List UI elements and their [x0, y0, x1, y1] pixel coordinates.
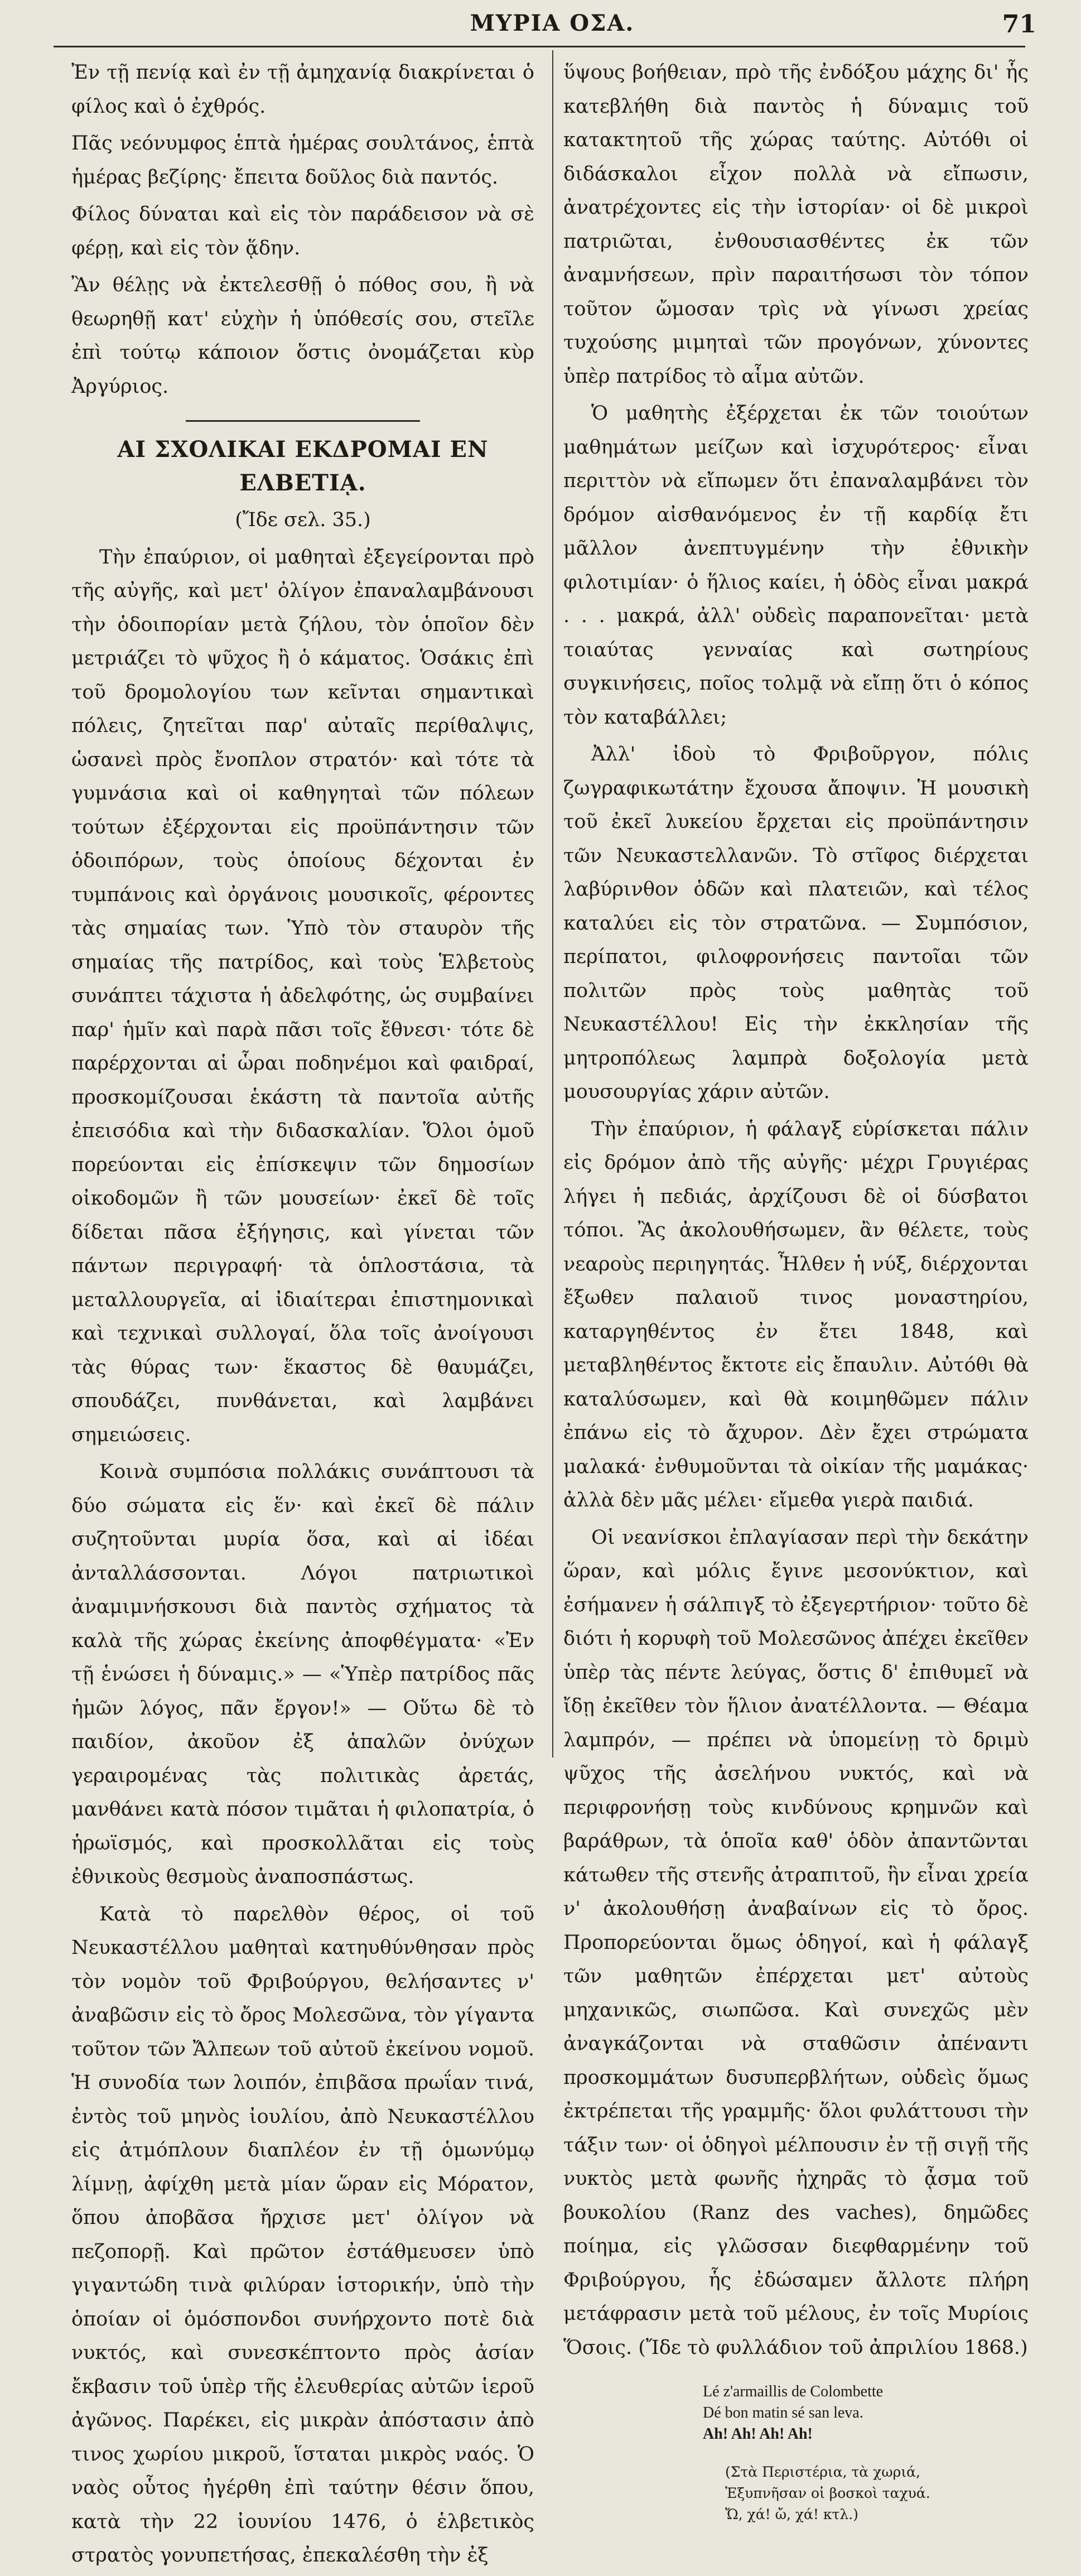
running-header-title: ΜΥΡΙΑ ΟΣΑ. — [470, 10, 635, 36]
column-divider — [552, 50, 553, 1758]
verse-greek — [725, 2462, 1029, 2525]
article-paragraph: Ὁ μαθητὴς ἐξέρχεται ἐκ τῶν τοιούτων μαθημάτων μείζων καὶ ἰσχυρότερος· εἶναι περιττὸν νὰ εἴπωμεν ὅτι ἐπαναλαμβάνει τὸν δρόμον αἰσθανόμενος ἐν τῇ καρδίᾳ ἔτι μᾶλλον ἀνεπτυγμένην τὴν ἐθνικὴν φιλοτιμίαν· ὁ ἥλιος καίει, ἡ ὁδὸς εἶναι μακρά . . . μακρά, ἀλλ' οὐδεὶς παραπονεῖται· μετὰ τοιαύτας γενναίας καὶ σωτηρίους συγκινήσεις, ποῖος τολμᾷ νὰ εἴπῃ ὅτι ὁ κόπος τὸν καταβάλλει; — [563, 402, 1029, 729]
verse-french — [703, 2381, 1029, 2445]
article-paragraph: Ἀλλ' ἰδοὺ τὸ Φριβοῦργον, πόλις ζωγραφικωτάτην ἔχουσα ἄποψιν. Ἡ μουσικὴ τοῦ ἐκεῖ λυκείου ἔρχεται εἰς προϋπάντησιν τῶν Νευκαστελλανῶν. Τὸ στῖφος διέρχεται λαβύρινθον ὁδῶν καὶ πλατειῶν, καὶ τέλος καταλύει εἰς τὸν στρατῶνα. — Συμπόσιον, περίπατοι, φιλοφρονήσεις παντοῖαι τῶν πολιτῶν πρὸς τοὺς μαθητὰς τοῦ Νευκαστέλλου! Εἰς τὴν ἐκκλησίαν τῆς μητροπόλεως λαμπρὰ δοξολογία μετὰ μουσουργίας χάριν αὐτῶν. — [563, 743, 1029, 1103]
article-paragraph: Κοινὰ συμπόσια πολλάκις συνάπτουσι τὰ δύο σώματα εἰς ἕν· καὶ ἐκεῖ δὲ πάλιν συζητοῦνται μυρία ὅσα, καὶ αἱ ἰδέαι ἀνταλλάσσονται. Λόγοι πατριωτικοὶ ἀναμιμνήσκουσι διὰ παντὸς σχήματος τὰ καλὰ τῆς χώρας ἐκείνης ἀποφθέγματα· «Ἐν τῇ ἑνώσει ἡ δύναμις.» — «Ὑπὲρ πατρίδος πᾶς ἡμῶν λόγος, πᾶν ἔργον!» — Οὕτω δὲ τὸ παιδίον, ἀκοῦον ἐξ ἁπαλῶν ὀνύχων γεραιρομένας τὰς πολιτικὰς ἀρετάς, μανθάνει κατὰ πόσον τιμᾶται ἡ φιλοπατρία, ὁ ἡρωϊσμός, καὶ προσκολλᾶται εἰς τοὺς ἐθνικοὺς θεσμοὺς ἀναποσπάστως. — [71, 1461, 534, 1888]
verse-line: Ἐξυπνῆσαν οἱ βοσκοὶ ταχυά. — [725, 2485, 930, 2501]
article-title: ΑΙ ΣΧΟΛΙΚΑΙ ΕΚΔΡΟΜΑΙ ΕΝ ΕΛΒΕΤΙᾼ. — [117, 436, 489, 496]
article-reference: (Ἴδε σελ. 35.) — [235, 509, 371, 531]
article-paragraph: Κατὰ τὸ παρελθὸν θέρος, οἱ τοῦ Νευκαστέλλου μαθηταὶ κατηυθύνθησαν πρὸς τὸν νομὸν τοῦ Φριβούργου, θελήσαντες ν' ἀναβῶσιν εἰς τὸ ὄρος Μολεσῶνα, τὸν γίγαντα τοῦτον τῶν Ἄλπεων τοῦ αὐτοῦ ἐκείνου νομοῦ. Ἡ συνοδία των λοιπόν, ἐπιβᾶσα πρωΐαν τινά, ἐντὸς τοῦ μηνὸς ἰουλίου, ἀπὸ Νευκαστέλλου εἰς ἀτμόπλουν διαπλέον ἐν τῇ ὁμωνύμῳ λίμνῃ, ἀφίχθη μετὰ μίαν ὥραν εἰς Μόρατον, ὅπου ἀποβᾶσα ἤρχισε μετ' ὀλίγον νὰ πεζοπορῇ. Καὶ πρῶτον ἐστάθμευσεν ὑπὸ γιγαντώδη τινὰ φιλύραν ἱστορικήν, ὑπὸ τὴν ὁποίαν οἱ ὁμόσπονδοι συνήρχοντο ποτὲ διὰ νυκτός, καὶ συνεσκέπτοντο πρὸς ἀσίαν ἔκβασιν τοῦ ὑπὲρ τῆς ἐλευθερίας αὐτῶν ἱεροῦ ἀγῶνος. Παρέκει, εἰς μικρὰν ἀπόστασιν ἀπὸ τινος χωρίου μικροῦ, ἵσταται μικρὸς ναός. Ὁ ναὸς οὗτος ἠγέρθη ἐπὶ ταύτην θέσιν ὅπου, κατὰ τὴν 22 ἰουνίου 1476, ὁ ἑλβετικὸς στρατὸς γονυπετήσας, ἐπεκαλέσθη τὴν ἐξ — [71, 1903, 534, 2567]
article-paragraph: Οἱ νεανίσκοι ἐπλαγίασαν περὶ τὴν δεκάτην ὥραν, καὶ μόλις ἔγινε μεσονύκτιον, καὶ ἐσήμανεν ἡ σάλπιγξ τὸ ἐξεγερτήριον· τοῦτο δὲ διότι ἡ κορυφὴ τοῦ Μολεσῶνος ἀπέχει ἐκεῖθεν ὑπὲρ τὰς πέντε λεύγας, ὅστις δ' ἐπιθυμεῖ νὰ ἴδῃ ἐκεῖθεν τὸν ἥλιον ἀνατέλλοντα. — Θέαμα λαμπρόν, — πρέπει νὰ ὑπομείνῃ τὸ δριμὺ ψῦχος τῆς ἀσελήνου νυκτός, καὶ νὰ περιφρονήσῃ τοὺς κινδύνους κρημνῶν καὶ βαράθρων, τὰ ὁποῖα καθ' ὁδὸν ἀπαντῶνται κάτωθεν τῆς στενῆς ἀτραπιτοῦ, ἣν εἶναι χρεία ν' ἀκολουθήσῃ ἀναβαίνων εἰς τὸ ὄρος. Προπορεύονται ὅμως ὁδηγοί, καὶ ἡ φάλαγξ τῶν μαθητῶν ἐπέρχεται μετ' αὐτοὺς μηχανικῶς, σιωπῶσα. Καὶ συνεχῶς μὲν ἀναγκάζονται νὰ σταθῶσιν ἀπέναντι προσκομμάτων δυσυπερβλήτων, οὐδεὶς ὅμως ἐκτρέπεται τῆς γραμμῆς· ὅλοι φυλάττουσι τὴν τάξιν των· οἱ ὁδηγοὶ μέλπουσιν ἐν τῇ σιγῇ τῆς νυκτὸς μετὰ φωνῆς ἠχηρᾶς τὸ ᾆσμα τοῦ βουκολίου (Ranz des vaches), δημῶδες ποίημα, εἰς γλῶσσαν διεφθαρμένην τοῦ Φριβούργου, ἧς ἐδώσαμεν ἄλλοτε πλήρη μετάφρασιν μετὰ τοῦ μέλους, ἐν τοῖς Μυρίοις Ὅσοις. (Ἴδε τὸ φυλλάδιον τοῦ ἀπριλίου 1868.) — [563, 1526, 1029, 2359]
page-number: 71 — [1002, 10, 1036, 38]
verse-line: Ὤ, χά! ὤ, χά! κτλ.) — [725, 2506, 858, 2522]
proverb-2: Πᾶς νεόνυμφος ἑπτὰ ἡμέρας σουλτάνος, ἑπτὰ ἡμέρας βεζίρης· ἔπειτα δοῦλος διὰ παντός. — [71, 132, 534, 189]
header-rule — [54, 46, 1025, 47]
verse-line: Lé z'armaillis de Colombette — [703, 2383, 884, 2400]
proverb-4: Ἂν θέλῃς νὰ ἐκτελεσθῇ ὁ πόθος σου, ἢ νὰ θεωρηθῇ κατ' εὐχὴν ἡ ὑπόθεσίς σου, στεῖλε ἐπὶ τούτῳ κάποιον ὅστις ὀνομάζεται κὺρ Ἀργύριος. — [71, 274, 534, 398]
article-paragraph: ὕψους βοήθειαν, πρὸ τῆς ἐνδόξου μάχης δι' ἧς κατεβλήθη διὰ παντὸς ἡ δύναμις τοῦ κατακτητοῦ τῆς χώρας ταύτης. Αὐτόθι οἱ διδάσκαλοι εἶχον πολλὰ νὰ εἴπωσιν, ἀνατρέχοντες εἰς τὴν ἱστορίαν· οἱ δὲ μικροὶ πατριῶται, ἐνθουσιασθέντες ἐκ τῶν ἀναμνήσεων, πρὶν παραιτήσωσι τὸν τόπον τοῦτον ὤμοσαν τρὶς νὰ γίνωσι χρείας τυχούσης μιμηταὶ τῶν προγόνων, χύνοντες ὑπὲρ πατρίδος τὸ αἷμα αὐτῶν. — [563, 61, 1029, 388]
verse-line: Dé bon matin sé san leva. — [703, 2404, 863, 2421]
proverb-3: Φίλος δύναται καὶ εἰς τὸν παράδεισον νὰ σὲ φέρῃ, καὶ εἰς τὸν ᾅδην. — [71, 203, 534, 259]
article-paragraph: Τὴν ἐπαύριον, οἱ μαθηταὶ ἐξεγείρονται πρὸ τῆς αὐγῆς, καὶ μετ' ὀλίγον ἐπαναλαμβάνουσι τὴν ὁδοιπορίαν μετὰ ζήλου, τὸν ὁποῖον δὲν μετριάζει τὸ ψῦχος ἢ ὁ κάματος. Ὁσάκις ἐπὶ τοῦ δρομολογίου των κεῖνται σημαντικαὶ πόλεις, ζητεῖται παρ' αὐταῖς περίθαλψις, ὡσανεὶ πρὸς ἔνοπλον στρατόν· καὶ τότε τὰ γυμνάσια καὶ οἱ καθηγηταὶ τῶν πόλεων τούτων ἐξέρχονται εἰς προϋπάντησιν τῶν ὁδοιπόρων, τοὺς ὁποίους δέχονται ἐν τυμπάνοις καὶ ὀργάνοις μουσικοῖς, φέροντες τὰς σημαίας των. Ὑπὸ τὸν σταυρὸν τῆς σημαίας τῆς πατρίδος, καὶ τοὺς Ἑλβετοὺς συνάπτει τάχιστα ἡ ἀδελφότης, ὡς συμβαίνει παρ' ἡμῖν καὶ παρὰ πᾶσι τοῖς ἔθνεσι· τότε δὲ παρέρχονται αἱ ὧραι ποδηνέμοι καὶ φαιδραί, προσκομίζουσαι ἑκάστη τὰ παντοῖα αὐτῆς ἐπεισόδια καὶ τὴν διδασκαλίαν. Ὅλοι ὁμοῦ πορεύονται εἰς ἐπίσκεψιν τῶν δημοσίων οἰκοδομῶν ἢ τῶν μουσείων· ἐκεῖ δὲ τοῖς δίδεται πᾶσα ἐξήγησις, καὶ γίνεται τῶν πάντων περιγραφή· τὰ ὁπλοστάσια, τὰ μεταλλουργεῖα, αἱ ἰδιαίτεραι ἐπιστημονικαὶ καὶ τεχνικαὶ συλλογαί, ὅλα τοῖς ἀνοίγουσι τὰς θύρας των· ἕκαστος δὲ θαυμάζει, σπουδάζει, πυνθάνεται, καὶ λαμβάνει σημειώσεις. — [71, 546, 534, 1446]
section-separator — [186, 420, 420, 422]
article-paragraph: Τὴν ἐπαύριον, ἡ φάλαγξ εὑρίσκεται πάλιν εἰς δρόμον ἀπὸ τῆς αὐγῆς· μέχρι Γρυγιέρας λήγει ἡ πεδιάς, ἀρχίζουσι δὲ οἱ δύσβατοι τόποι. Ἂς ἀκολουθήσωμεν, ἂν θέλετε, τοὺς νεαροὺς περιηγητάς. Ἦλθεν ἡ νύξ, διέρχονται ἔξωθεν παλαιοῦ τινος μοναστηρίου, καταργηθέντος ἐν ἔτει 1848, καὶ μεταβληθέντος ἔκτοτε εἰς ἔπαυλιν. Αὐτόθι θὰ καταλύσωμεν, καὶ θὰ κοιμηθῶμεν πάλιν ἐπάνω εἰς τὸ ἄχυρον. Δὲν ἔχει στρώματα μαλακά· ἐνθυμοῦνται τὰ οἰκίαν τῆς μαμάκας· ἀλλὰ δὲν μᾶς μέλει· εἴμεθα γιερὰ παιδιά. — [563, 1118, 1029, 1511]
proverb-1: Ἐν τῇ πενίᾳ καὶ ἐν τῇ ἀμηχανίᾳ διακρίνεται ὁ φίλος καὶ ὁ ἐχθρός. — [71, 61, 534, 118]
left-column — [71, 56, 534, 2576]
verse-line: Ah! Ah! Ah! Ah! — [703, 2425, 813, 2443]
verse-line: (Στὰ Περιστέρια, τὰ χωριά, — [725, 2464, 920, 2480]
right-column — [563, 56, 1029, 2525]
